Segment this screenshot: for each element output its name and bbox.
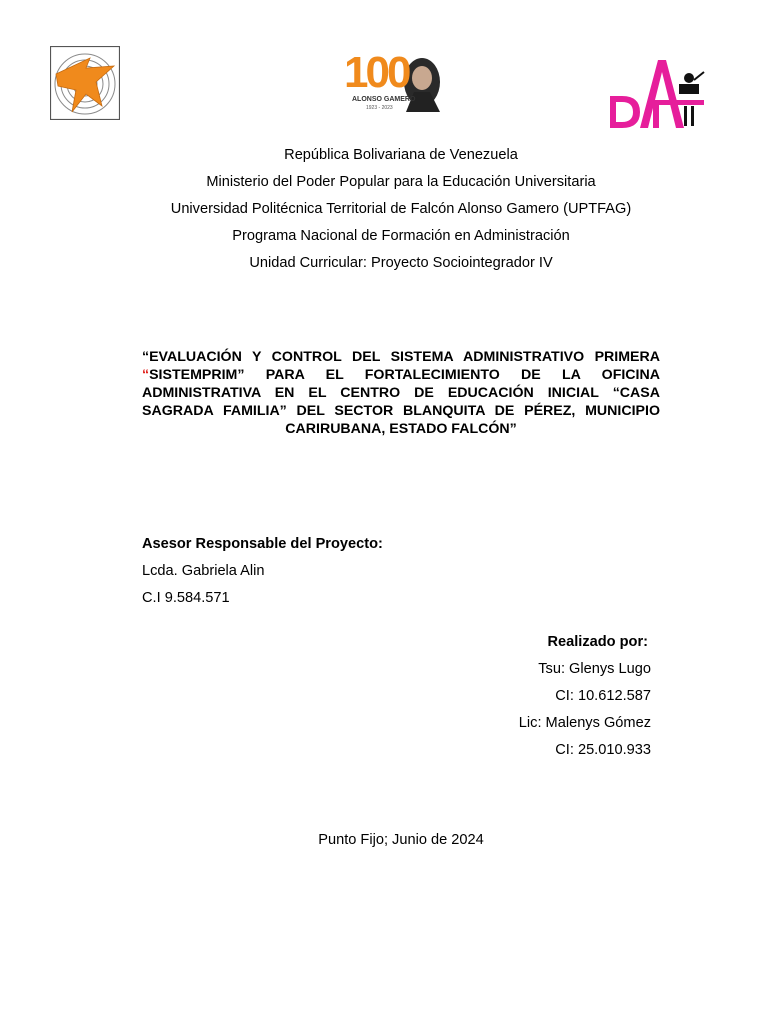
header-unit: Unidad Curricular: Proyecto Sociointegrador IV bbox=[249, 255, 553, 271]
authors-label: Realizado por: bbox=[547, 634, 648, 650]
centenary-years: 1923 - 2023 bbox=[366, 105, 393, 111]
place-date: Punto Fijo; Junio de 2024 bbox=[318, 832, 484, 848]
author1-id: CI: 10.612.587 bbox=[555, 688, 651, 704]
header-republic: República Bolivariana de Venezuela bbox=[284, 147, 518, 163]
author1-name: Tsu: Glenys Lugo bbox=[538, 661, 651, 677]
advisor-id: C.I 9.584.571 bbox=[142, 590, 230, 606]
uptfag-seal-icon bbox=[50, 46, 120, 120]
centenary-logo bbox=[344, 50, 444, 116]
author2-name: Lic: Malenys Gómez bbox=[518, 715, 651, 731]
header-program: Programa Nacional de Formación en Administración bbox=[232, 228, 570, 244]
header-university: Universidad Politécnica Territorial de Falcón Alonso Gamero (UPTFAG) bbox=[170, 201, 632, 217]
centenary-caption: ALONSO GAMERO bbox=[352, 96, 416, 103]
author2-id: CI: 25.010.933 bbox=[555, 742, 651, 758]
project-title bbox=[142, 348, 660, 438]
title-red-quote: “ bbox=[142, 367, 150, 383]
header-ministry: Ministerio del Poder Popular para la Educación Universitaria bbox=[206, 174, 596, 190]
title-part2: SISTEMPRIM” PARA EL FORTALECIMIENTO DE LA OFICINA ADMINISTRATIVA EN EL CENTRO DE EDUCACIÓN INICIAL “CASA SAGRADA FAMILIA” DEL SECTOR BLANQUITA DE PÉREZ, MUNICIPIO CARIRUBANA, ESTADO FALCÓN” bbox=[142, 367, 660, 437]
advisor-name: Lcda. Gabriela Alin bbox=[142, 563, 265, 579]
advisor-label: Asesor Responsable del Proyecto: bbox=[142, 536, 383, 552]
centenary-number: 100 bbox=[344, 48, 409, 97]
dae-logo-icon bbox=[606, 56, 708, 132]
title-part1: “EVALUACIÓN Y CONTROL DEL SISTEMA ADMINISTRATIVO PRIMERA bbox=[142, 349, 660, 365]
